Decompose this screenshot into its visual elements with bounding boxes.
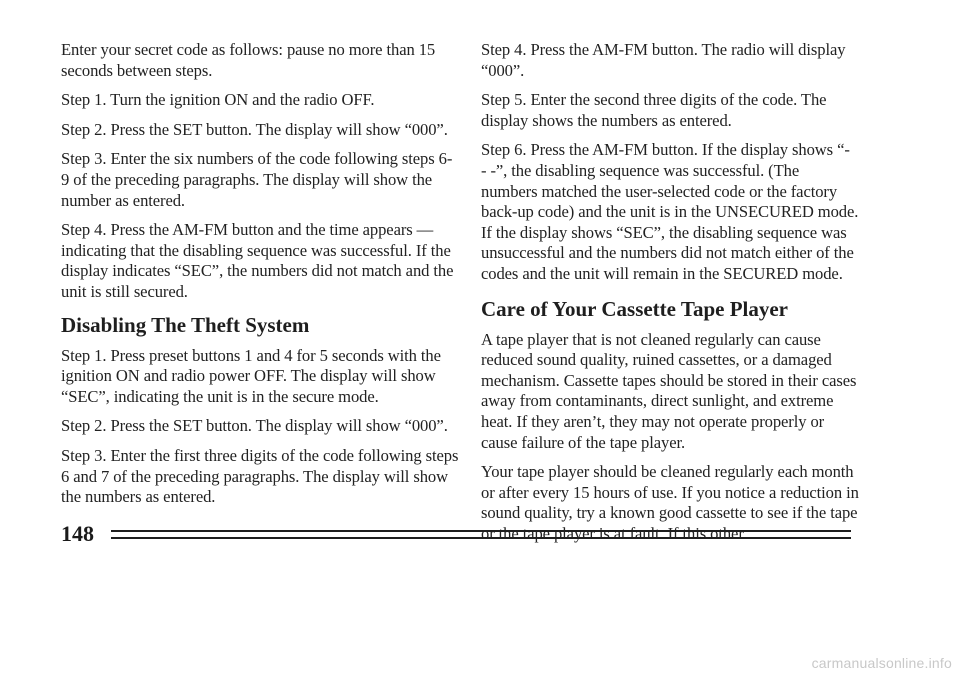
- right-column: [481, 40, 859, 553]
- left-column: [61, 40, 459, 517]
- page-footer: [61, 522, 851, 546]
- disabling-step-1: Step 1. Press preset buttons 1 and 4 for 5 seconds with the ignition ON and radio power OFF. The display will show “SEC”, indicating the unit is in the secure mode.: [61, 345, 441, 406]
- enter-code-step-1: Step 1. Turn the ignition ON and the radio OFF.: [61, 90, 375, 110]
- section-heading-cassette-care: Care of Your Cassette Tape Player: [481, 296, 788, 321]
- disabling-step-5: Step 5. Enter the second three digits of the code. The display shows the numbers as entered.: [481, 90, 827, 130]
- cassette-care-paragraph-1: A tape player that is not cleaned regularly can cause reduced sound quality, ruined cassettes, or a damaged mechanism. Cassette tapes should be stored in their cases away from contaminants, direct sunlight, and extreme heat. If they aren’t, they may not operate properly or cause failure of the tape player.: [481, 329, 857, 452]
- enter-code-step-4: Step 4. Press the AM-FM button and the time appears — indicating that the disabling sequence was successful. If the display indicates “SEC”, the numbers did not match and the unit is still secured.: [61, 220, 454, 301]
- enter-code-step-2: Step 2. Press the SET button. The display will show “000”.: [61, 119, 448, 139]
- section-heading-disabling: Disabling The Theft System: [61, 312, 310, 337]
- disabling-step-6: Step 6. Press the AM-FM button. If the display shows “- - -”, the disabling sequence was successful. (The numbers matched the user-selected code or the factory back-up code) and the unit is in the UNSECURED mode. If the display shows “SEC”, the disabling sequence was unsuccessful and the numbers did not match either of the codes and the unit will remain in the SECURED mode.: [481, 140, 859, 283]
- watermark-text: carmanualsonline.info: [811, 655, 952, 671]
- footer-rule-bottom: [111, 537, 851, 539]
- footer-rule-top: [111, 530, 851, 532]
- disabling-step-4: Step 4. Press the AM-FM button. The radio will display “000”.: [481, 40, 846, 80]
- intro-paragraph: Enter your secret code as follows: pause no more than 15 seconds between steps.: [61, 40, 436, 80]
- page-number: 148: [61, 521, 94, 546]
- cassette-care-paragraph-2: Your tape player should be cleaned regularly each month or after every 15 hours of use. If you notice a reduction in sound quality, try a known good cassette to see if the tape or the tape player is at fault. If this other: [481, 462, 859, 543]
- disabling-step-2: Step 2. Press the SET button. The display will show “000”.: [61, 416, 448, 436]
- disabling-step-3: Step 3. Enter the first three digits of the code following steps 6 and 7 of the preceding paragraphs. The display will show the numbers as entered.: [61, 445, 459, 507]
- enter-code-step-3: Step 3. Enter the six numbers of the code following steps 6-9 of the preceding paragraphs. The display will show the number as entered.: [61, 149, 453, 210]
